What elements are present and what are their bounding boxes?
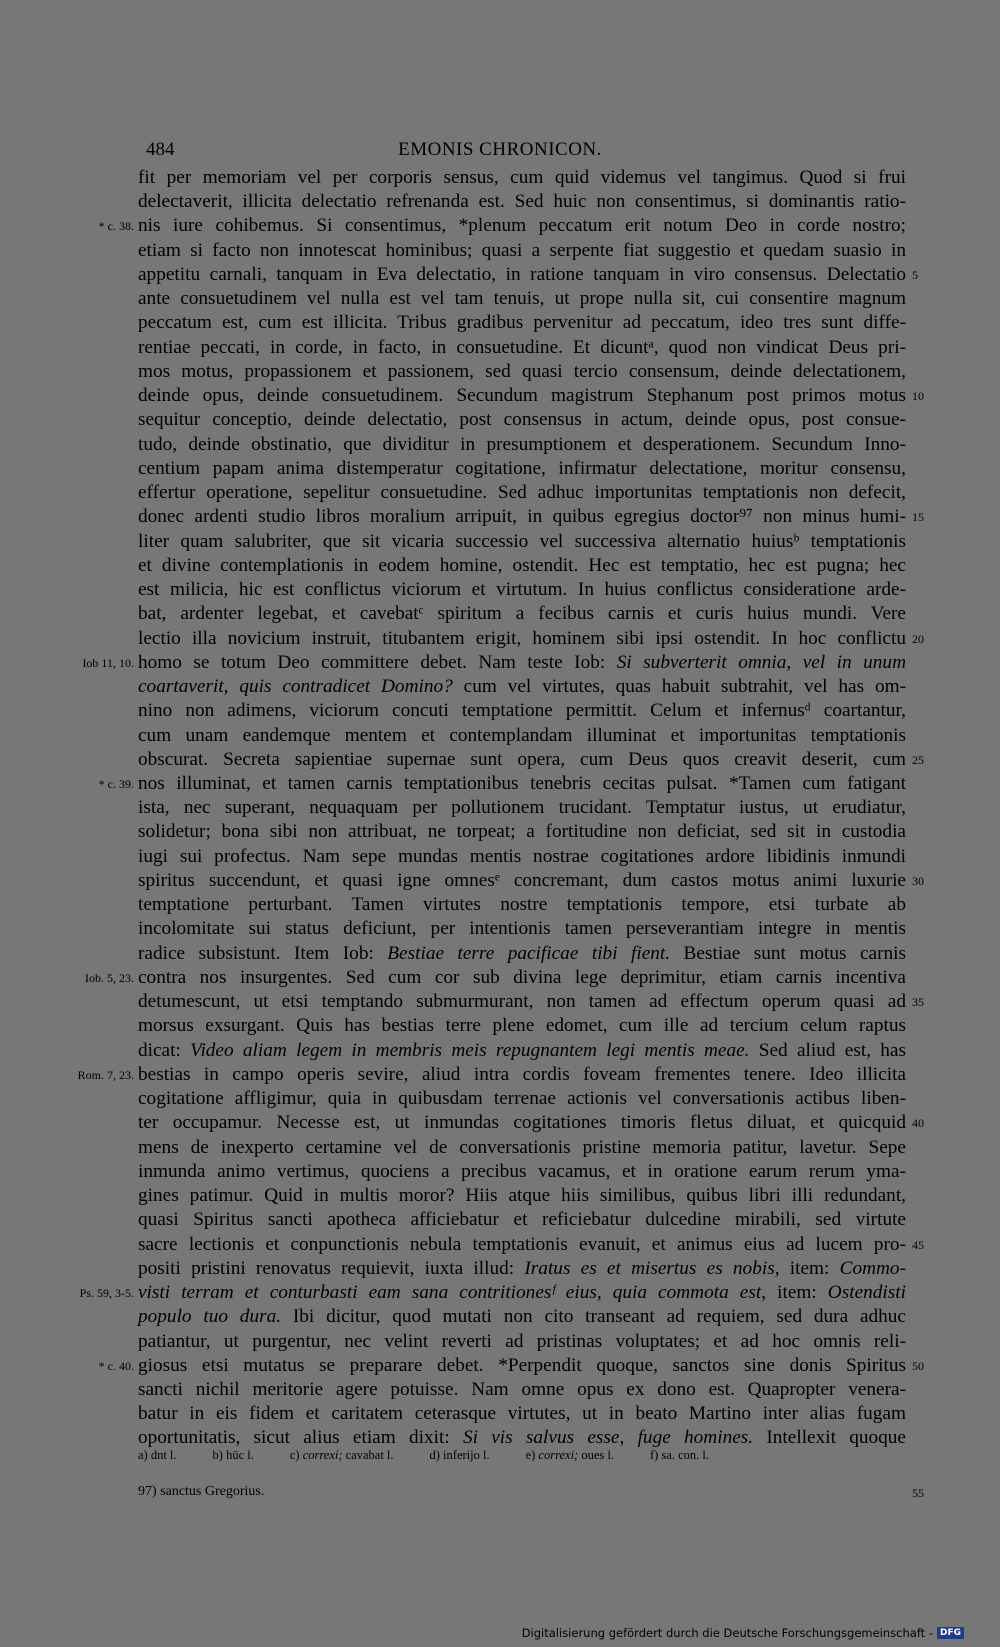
- text-line: incolomitate sui status deficiunt, per intentionis tamen perseverantiam integre in mentis: [138, 918, 906, 940]
- text-line: obscurat. Secreta sapientiae supernae sunt opera, cum Deus quos creavit deserit, cum: [138, 748, 906, 770]
- text-line: effertur operatione, sepelitur consuetudine. Sed adhuc importunitas temptationis non defecit,: [138, 482, 906, 504]
- line-number: 30: [912, 873, 924, 888]
- page-number: 484: [146, 139, 175, 160]
- text-line: nis iure cohibemus. Si consentimus, *plenum peccatum erit notum Deo in corde nostro;: [138, 215, 906, 237]
- text-line: gines patimur. Quid in multis moror? Hiis atque hiis similibus, quibus libri illi redundant,: [138, 1185, 906, 1207]
- text-line: solidetur; bona sibi non attribuat, ne torpeat; a fortitudine non deficiat, sed sit in custodia: [138, 821, 906, 843]
- text-line: deinde opus, deinde consuetudinem. Secundum magistrum Stephanum post primos motus: [138, 385, 906, 407]
- apparatus-note: c) correxi; cavabat l.: [289, 1448, 394, 1462]
- text-line: liter quam salubriter, que sit vicaria successio vel successiva alternatio huiusᵇ temptationis: [138, 530, 906, 552]
- text-line: oportunitatis, sicut alius etiam dixit: Si vis salvus esse, fuge homines. Intellexit quoque: [138, 1427, 906, 1449]
- dfg-logo: DFG: [937, 1627, 964, 1639]
- text-line: detumescunt, ut etsi temptando submurmurant, non tamen ad effectum operum quasi ad: [138, 991, 906, 1013]
- text-line: batur in eis fidem et caritatem ceterasque virtutes, ut in beato Martino inter alias fugam: [138, 1403, 906, 1425]
- text-line: nino non adimens, viciorum concuti temptatione permittit. Celum et infernusᵈ coartantur,: [138, 700, 906, 722]
- line-number: 35: [912, 995, 924, 1010]
- text-line: mens de inexperto certamine vel de conversationis pristine memoria patitur, lavetur. Sepe: [138, 1136, 906, 1158]
- margin-reference: Iob 11, 10.: [82, 655, 134, 670]
- margin-reference: Ps. 59, 3-5.: [79, 1286, 134, 1301]
- margin-reference: * c. 38.: [98, 219, 134, 234]
- text-line: temptatione perturbant. Tamen virtutes nostre temptationis tempore, etsi turbate ab: [138, 894, 906, 916]
- text-line: centium papam anima distemperatur cogitatione, infirmatur delectatione, moritur consensu,: [138, 457, 906, 479]
- text-line: ter occupamur. Necesse est, ut inmundas cogitationes timoris fletus diluat, et quicquid: [138, 1112, 906, 1134]
- text-line: et divine contemplationis in eodem homine, ostendit. Hec est temptatio, hec est pugna; hec: [138, 554, 906, 576]
- text-line: cum unam eandemque mentem et contemplandam illuminat et importunitas temptationis: [138, 724, 906, 746]
- text-line: positi pristini renovatus requievit, iuxta illud: Iratus es et misertus es nobis, item: Commo-: [138, 1257, 906, 1279]
- text-line: nos illuminat, et tamen carnis temptationibus tenebris cecitas pulsat. *Tamen cum fatigant: [138, 773, 906, 794]
- margin-reference: Iob. 5, 23.: [85, 970, 134, 985]
- apparatus-note: a) dnt l.: [138, 1448, 177, 1462]
- credit-text: Digitalisierung gefördert durch die Deutsche Forschungsgemeinschaft -: [521, 1626, 933, 1640]
- text-line: coartaverit, quis contradicet Domino? cum vel virtutes, quas habuit subtrahit, vel has om-: [138, 676, 906, 698]
- text-line: ante consuetudinem vel nulla est vel tam tenuis, ut prope nulla sit, cui consentire magnum: [138, 288, 906, 310]
- apparatus-note: b) hūc l.: [212, 1448, 254, 1462]
- text-line: iugi sui profectus. Nam sepe mundas mentis nostrae cogitationes ardore libidinis inmundi: [138, 845, 906, 867]
- text-line: inmunda animo vertimus, quociens a precibus vacamus, et in oratione earum rerum yma-: [138, 1160, 906, 1182]
- text-line: bestias in campo operis sevire, aliud intra cordis foveam frementes tenere. Ideo illicita: [138, 1063, 906, 1085]
- text-line: etiam si facto non innotescat hominibus; quasi a serpente fiat suggestio et quedam suasio in: [138, 239, 906, 261]
- text-line: giosus etsi mutatus se preparare debet. *Perpendit quoque, sanctos sine donis Spiritus: [138, 1354, 906, 1376]
- text-line: patiantur, ut purgentur, nec velint reverti ad pristinas voluptates; et ad hoc omnis reli-: [138, 1330, 906, 1352]
- line-number: 10: [912, 389, 924, 404]
- text-line: rentiae peccati, in corde, in facto, in consuetudine. Et dicuntᵃ, quod non vindicat Deus pri-: [138, 336, 906, 358]
- line-number: 5: [912, 267, 918, 282]
- apparatus-note: e) correxi; oues l.: [525, 1448, 614, 1462]
- text-line: fit per memoriam vel per corporis sensus, cum quid videmus vel tangimus. Quod si frui: [138, 167, 906, 188]
- line-number: 15: [912, 510, 924, 525]
- line-number: 25: [912, 752, 924, 767]
- footer-page-number: 55: [912, 1486, 924, 1500]
- text-line: homo se totum Deo committere debet. Nam teste Iob: Si subverterit omnia, vel in unum: [138, 651, 906, 673]
- text-line: donec ardenti studio libros moralium arripuit, in quibus egregius doctor⁹⁷ non minus humi-: [138, 506, 906, 528]
- digitization-credit: [522, 1626, 964, 1640]
- text-line: sacre lectionis et conpunctionis nebula temptationis evanuit, et animus eius ad lucem pro-: [138, 1233, 906, 1255]
- apparatus-note: f) sa. con. l.: [649, 1448, 709, 1462]
- line-number: 20: [912, 631, 924, 646]
- line-number: 50: [912, 1358, 924, 1373]
- text-line: delectaverit, illicita delectatio refrenanda est. Sed huic non consentimus, si dominantis ratio-: [138, 191, 906, 213]
- text-line: visti terram et conturbasti eam sana contritionesᶠ eius, quia commota est, item: Ostendisti: [138, 1282, 906, 1304]
- text-line: mos motus, propassionem et passionem, sed quasi tercio consensum, deinde delectationem,: [138, 360, 906, 382]
- text-line: dicat: Video aliam legem in membris meis repugnantem legi mentis meae. Sed aliud est, has: [138, 1039, 906, 1061]
- text-line: lectio illa novicium instruit, titubantem erigit, hominem sibi ipsi ostendit. In hoc conflictu: [138, 627, 906, 649]
- critical-apparatus: [138, 1448, 878, 1463]
- running-head: EMONIS CHRONICON.: [398, 139, 602, 160]
- apparatus-note: d) inferijo l.: [429, 1448, 490, 1462]
- text-line: radice subsistunt. Item Iob: Bestiae terre pacificae tibi fient. Bestiae sunt motus carnis: [138, 942, 906, 964]
- footnote: 97) sanctus Gregorius.: [138, 1484, 265, 1499]
- text-line: contra nos insurgentes. Sed cum cor sub divina lege deprimitur, etiam carnis incentiva: [138, 966, 906, 988]
- text-line: est milicia, hic est conflictus viciorum et virtutum. In huius conflictus consideratione arde-: [138, 579, 906, 601]
- text-line: ista, nec superant, nequaquam per pollutionem trucidant. Temptatur iustus, ut erudiatur,: [138, 797, 906, 819]
- text-line: peccatum est, cum est illicita. Tribus gradibus pervenitur ad peccatum, ideo tres sunt diffe-: [138, 312, 906, 334]
- margin-reference: Rom. 7, 23.: [77, 1067, 134, 1082]
- text-line: morsus exsurgant. Quis has bestias terre plene edomet, cum ille ad tercium celum raptus: [138, 1015, 906, 1037]
- margin-reference: * c. 40.: [98, 1358, 134, 1373]
- text-line: appetitu carnali, tanquam in Eva delectatio, in ratione tanquam in viro consensus. Delectatio: [138, 263, 906, 285]
- text-line: spiritus succendunt, et quasi igne omnesᵉ concremant, dum castos motus animi luxurie: [138, 869, 906, 891]
- text-line: cogitatione affligimur, quia in quibusdam terrenae actionis vel conversationis actibus liben-: [138, 1088, 906, 1110]
- margin-reference: * c. 39.: [98, 777, 134, 791]
- line-number: 40: [912, 1116, 924, 1131]
- text-line: sequitur conceptio, deinde delectatio, post consensus in actum, deinde opus, post consue-: [138, 409, 906, 431]
- text-line: tudo, deinde obstinatio, que dividitur in presumptionem et desperationem. Secundum Inno-: [138, 433, 906, 455]
- text-line: quasi Spiritus sancti apotheca afficiebatur et reficiebatur dulcedine mirabili, sed virtute: [138, 1209, 906, 1231]
- line-number: 45: [912, 1237, 924, 1252]
- text-line: populo tuo dura. Ibi dicitur, quod mutati non cito transeant ad requiem, sed dura adhuc: [138, 1306, 906, 1328]
- text-line: sancti nichil meritorie agere potuisse. Nam omne opus ex dono est. Quapropter venera-: [138, 1379, 906, 1400]
- text-line: bat, ardenter legebat, et cavebatᶜ spiritum a fecibus carnis et curis huius mundi. Vere: [138, 603, 906, 625]
